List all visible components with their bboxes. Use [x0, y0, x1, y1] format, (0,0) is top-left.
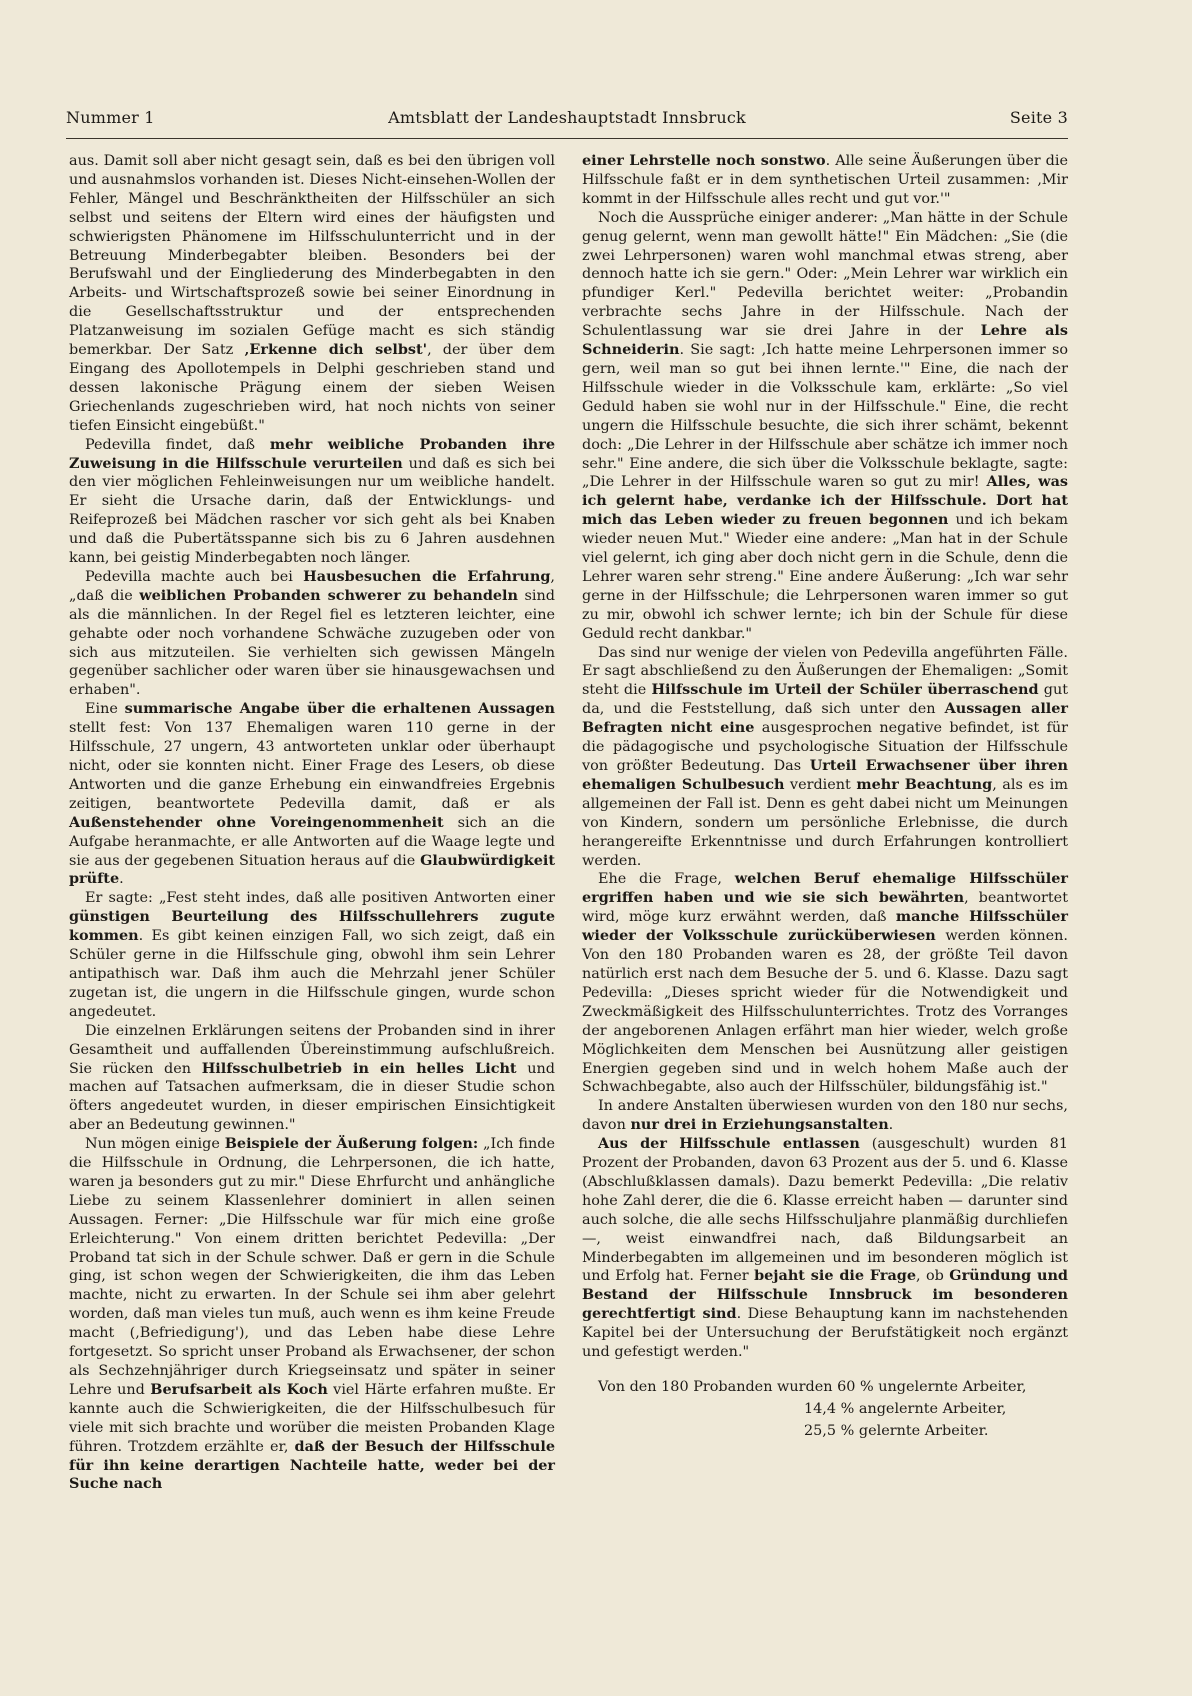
body-text: Die einzelnen Erklärungen seitens der Probanden sind in ihrer Gesamtheit und auffallenden Übereinstimmung aufschlußreich. Sie rücken den — [69, 1022, 555, 1077]
body-text: Eine — [85, 701, 125, 718]
body-text: sind als die männlichen. In der Regel fiel es letzteren leichter, eine gehabte oder noch vorhandene Schwäche zuzugeben oder von sich aus mitzuteilen. Sie verhielten sich gewissen Mängeln gegenüber sachlicher oder waren über sie hinausgewachsen und erhaben". — [69, 587, 555, 699]
body-text: sich an die Aufgabe heranmachte, er alle Antworten auf die Waage legte und sie aus der gegebenen Situation heraus auf die — [69, 814, 556, 869]
paragraph — [582, 870, 1068, 1097]
emphasis-text: günstigen Beurteilung des Hilfsschullehrers zugute kommen — [69, 908, 555, 945]
body-text: , beantwortet wird, möge kurz erwähnt werden, daß — [582, 890, 1068, 926]
emphasis-text: nur drei in Erziehungsanstalten — [630, 1116, 889, 1134]
emphasis-text: daß der Besuch der Hilfsschule für ihn keine derartigen Nachteile hatte, weder bei der Suche nach — [69, 1437, 555, 1493]
body-text: und machen auf Tatsachen aufmerksam, die in dieser Studie schon öfters angedeutet wurden, in dieser empirischen Einsichtigkeit aber an Bedeutung gewinnen." — [69, 1060, 555, 1134]
stat-line: Von den 180 Probanden wurden 60 % ungelernte Arbeiter, — [598, 1379, 1027, 1395]
paragraph — [582, 1135, 1068, 1362]
stat-line: 25,5 % gelernte Arbeiter. — [804, 1423, 989, 1439]
paragraph — [69, 568, 555, 700]
paragraph — [69, 889, 555, 1021]
right-column — [582, 152, 1068, 1442]
body-text: . — [119, 871, 124, 888]
emphasis-text: weiblichen Probanden schwerer zu behandeln — [139, 586, 518, 604]
body-text: . Alle seine Äußerungen über die Hilfsschule faßt er in dem synthetischen Urteil zusammen: ‚Mir kommt in der Hilfsschule alles recht und gut vor.'" — [582, 153, 1068, 207]
body-text: , als es im allgemeinen der Fall ist. Denn es geht dabei nicht um Meinungen von Kindern, sondern um persönliche Erlebnisse, die durch herangereifte Erkenntnisse und durch Erfahrungen kontrolliert werden. — [582, 776, 1068, 869]
body-text: Er sagte: „Fest steht indes, daß alle positiven Antworten einer — [85, 890, 555, 907]
header-rule — [66, 138, 1068, 139]
emphasis-text: Aus der Hilfsschule entlassen — [598, 1135, 860, 1153]
emphasis-text: Außenstehender ohne Voreingenommenheit — [69, 813, 444, 831]
body-text: Ehe die Frage, — [598, 871, 735, 888]
emphasis-text: bejaht sie die Frage — [754, 1267, 916, 1285]
body-text: . Sie sagt: ‚Ich hatte meine Lehrpersonen immer so gern, weil man so gut bei ihnen lernte.'" Eine, die nach der Hilfsschule wieder in die Volksschule kam, erklärte: „So viel Geduld haben sie wohl nur in der Hilfsschule." Eine, die recht ungern die Hilfsschule besuchte, die sich ihrer schämt, bekennt doch: „Die Lehrer in der Hilfsschule aber schätze ich immer noch sehr." Eine andere, die sich über die Volksschule beklagte, sagte: „Die Lehrer in der Hilfsschule waren so gut zu mir! — [582, 342, 1068, 491]
body-text: . — [888, 1117, 894, 1134]
paragraph — [582, 1097, 1068, 1135]
paragraph — [582, 209, 1068, 644]
emphasis-text: Alles, was ich gelernt habe, verdanke ich der Hilfsschule. Dort hat mich das Leben wieder zu freuen begonnen — [582, 473, 1068, 529]
body-text: und ich bekam wieder neuen Mut." Wieder eine andere: „Man hat in der Schule viel gelernt, ich ging aber doch nicht gern in die Schule, denn die Lehrer waren sehr streng." Eine andere Äußerung: „Ich war sehr gerne in der Hilfsschule; die Lehrpersonen waren immer so gut zu mir, obwohl ich schwer lernte; ich bin der Schule für diese Geduld recht dankbar." — [582, 512, 1068, 642]
body-text: Nun mögen einige — [85, 1136, 225, 1153]
issue-number: Nummer 1 — [66, 108, 155, 127]
body-text: Pedevilla findet, daß — [85, 436, 270, 453]
emphasis-text: Urteil Erwachsener über ihren ehemaligen Schulbesuch — [582, 757, 1068, 793]
paragraph — [69, 1135, 555, 1494]
paragraph — [69, 436, 555, 568]
emphasis-text: Aussagen aller Befragten nicht eine — [582, 700, 1068, 737]
body-text: , „daß die — [69, 568, 555, 604]
paragraph — [582, 644, 1068, 871]
emphasis-text: summarische Angabe über die erhaltenen Aussagen — [124, 700, 555, 718]
body-text: gut da, und die Feststellung, daß sich unter den — [582, 682, 1069, 718]
emphasis-text: Lehre als Schneiderin — [582, 322, 1068, 359]
body-text: Noch die Aussprüche einiger anderer: „Man hätte in der Schule genug gelernt, wenn man gewollt hätte!" Ein Mädchen: „Sie (die zwei Lehrpersonen) waren wohl manchmal etwas streng, aber dennoch hatte ich sie gern." Oder: „Mein Lehrer war wirklich ein pfundiger Kerl." Pedevilla berichtet weiter: „Probandin verbrachte sechs Jahre in der Hilfsschule. Nach der Schulentlassung war sie drei Jahre in der — [582, 209, 1068, 340]
body-text: verdient — [784, 776, 857, 793]
body-text: und daß es sich bei den vier möglichen Fehleinweisungen nur um weibliche handelt. Er sieht die Ursache darin, daß der Entwicklungs- und Reifeprozeß bei Mädchen rascher vor sich geht als bei Knaben und daß die Pubertätsspanne sich bis zu 6 Jahren ausdehnen kann, bei geistig Minderbegabten noch länger. — [69, 455, 555, 567]
body-text: In andere Anstalten überwiesen wurden von den 180 nur sechs, davon — [582, 1098, 1068, 1134]
body-text: aus. Damit soll aber nicht gesagt sein, daß es bei den übrigen voll und ausnahmslos vorhanden ist. Dieses Nicht-einsehen-Wollen der Fehler, Mängel und Beschränktheiten der Hilfsschüler an sich selbst und seitens der Eltern wird eines der häufigsten und schwierigsten Phänomene im Hilfsschulunterricht und in der Betreuung Minderbegabter bleiben. Besonders bei der Berufswahl und der Eingliederung des Minderbegabten in den Arbeits- und Wirtschaftsprozeß sowie bei seiner Einordnung in die Gesellschaftsstruktur und der entsprechenden Platzanweisung im sozialen Gefüge macht es sich ständig bemerkbar. Der Satz — [69, 153, 555, 359]
body-text: „Ich finde die Hilfsschule in Ordnung, die Lehrpersonen, die ich hatte, waren ja besonders gut zu mir." Diese Ehrfurcht und anhängliche Liebe zu seinem Klassenlehrer dominiert in allen seinen Aussagen. Ferner: „Die Hilfsschule war für mich eine große Erleichterung." Von einem dritten berichtet Pedevilla: „Der Proband tat sich in der Schule schwer. Daß er gern in die Schule ging, ist schon wegen der Schwierigkeiten, die ihm das Leben machte, nicht zu erwarten. In der Schule sei ihm aber gelehrt worden, daß man vieles tun muß, auch wenn es ihm keine Freude macht (‚Befriedigung'), und das Leben habe diese Lehre fortgesetzt. So spricht unser Proband als Erwachsener, der schon als Sechzehnjähriger durch Kriegseinsatz und später in seiner Lehre und — [69, 1136, 555, 1398]
paragraph — [69, 700, 555, 889]
body-text: Das sind nur wenige der vielen von Pedevilla angeführten Fälle. Er sagt abschließend zu den Äußerungen der Ehemaligen: „Somit steht die — [582, 644, 1068, 699]
body-text: (ausgeschult) wurden 81 Prozent der Probanden, davon 63 Prozent aus der 5. und 6. Klasse (Abschlußklassen damals). Dazu bemerkt Pedevilla: „Die relativ hohe Zahl derer, die die 6. Klasse erreicht haben — darunter sind auch solche, die alle sechs Hilfsschuljahre planmäßig durchliefen —, weist einwandfrei nach, daß Bildungsarbeit an Minderbegabten im allgemeinen und im besonderen möglich ist und Erfolg hat. Ferner — [582, 1136, 1068, 1285]
right-column-text — [582, 152, 1068, 1362]
emphasis-text: welchen Beruf ehemalige Hilfsschüler ergriffen haben und wie sie sich bewährten — [582, 870, 1069, 907]
paragraph — [582, 152, 1068, 209]
body-text: . Diese Behauptung kann im nachstehenden Kapitel bei der Untersuchung der Berufstätigkeit noch ergänzt und gefestigt werden." — [582, 1306, 1068, 1361]
body-text: werden können. Von den 180 Probanden waren es 28, der größte Teil davon natürlich erst nach dem Besuche der 5. und 6. Klasse. Dazu sagt Pedevilla: „Dieses spricht wieder für die Notwendigkeit und Zweckmäßigkeit des Hilfsschulunterrichtes. Trotz des Vorranges der angeborenen Anlagen erfährt man hier wieder, welch große Möglichkeiten dem Menschen bei Ausnützung aller geistigen Energien gegeben sind und in welch hohem Maße auch der Schwachbegabte, also auch der Hilfsschüler, bildungsfähig ist." — [582, 928, 1068, 1096]
emphasis-text: mehr Beachtung — [856, 775, 993, 793]
emphasis-text: Berufsarbeit als Koch — [150, 1380, 328, 1398]
emphasis-text: Beispiele der Äußerung folgen: — [224, 1135, 479, 1153]
emphasis-text: einer Lehrstelle noch sonstwo — [582, 152, 826, 169]
emphasis-text: Hilfsschule im Urteil der Schüler überraschend — [651, 681, 1039, 699]
body-text: , der über dem Eingang des Apollotempels in Delphi geschrieben stand und dessen lakonische Prägung einem der sieben Weisen Griechenlands zugeschrieben wird, hat noch nichts von seiner tiefen Einsicht eingebüßt." — [69, 342, 555, 434]
emphasis-text: Hilfsschulbetrieb in ein helles Licht — [201, 1059, 517, 1077]
emphasis-text: manche Hilfsschüler wieder der Volksschule zurücküberwiesen — [582, 908, 1068, 945]
statistics-block — [582, 1376, 1068, 1442]
body-text: , ob — [916, 1268, 950, 1285]
page-header — [66, 108, 1068, 132]
emphasis-text: Glaubwürdigkeit prüfte — [69, 851, 555, 888]
page-number: Seite 3 — [1009, 108, 1068, 127]
emphasis-text: Hausbesuchen die Erfahrung — [303, 567, 551, 585]
emphasis-text: mehr weibliche Probanden ihre Zuweisung in die Hilfsschule verurteilen — [69, 435, 555, 472]
body-text: viel Härte erfahren mußte. Er kannte auch die Schwierigkeiten, die der Hilfsschulbesuch für viele mit sich brachte und worüber die meisten Probanden Klage führen. Trotzdem erzählte er, — [69, 1381, 555, 1455]
publication-title: Amtsblatt der Landeshauptstadt Innsbruck — [388, 108, 746, 127]
paragraph — [69, 152, 555, 436]
emphasis-text: Gründung und Bestand der Hilfsschule Innsbruck im besonderen gerechtfertigt sind — [582, 1267, 1068, 1323]
body-text: ausgesprochen negative befindet, ist für die pädagogische und psychologische Situation der Hilfsschule von größter Bedeutung. Das — [582, 720, 1068, 774]
body-text: . Es gibt keinen einzigen Fall, wo sich zeigt, daß ein Schüler gerne in die Hilfsschule ging, obwohl ihm sein Lehrer antipathisch war. Daß ihm auch die Mehrzahl jener Schüler zugetan ist, die ungern in die Hilfsschule gingen, wurde schon angedeutet. — [69, 928, 555, 1020]
body-text: stellt fest: Von 137 Ehemaligen waren 110 gerne in der Hilfsschule, 27 ungern, 43 antworteten unklar oder überhaupt nicht, oder sie konnten nicht. Einer Frage des Lesers, ob diese Antworten und die ganze Erhebung ein einwandfreies Ergebnis zeitigen, beantwortete Pedevilla damit, daß er als — [69, 720, 555, 812]
emphasis-text: ‚Erkenne dich selbst' — [244, 341, 428, 359]
body-text: Pedevilla machte auch bei — [85, 568, 304, 585]
stat-line: 14,4 % angelernte Arbeiter, — [804, 1401, 1007, 1417]
left-column — [69, 152, 555, 1494]
paragraph — [69, 1022, 555, 1135]
